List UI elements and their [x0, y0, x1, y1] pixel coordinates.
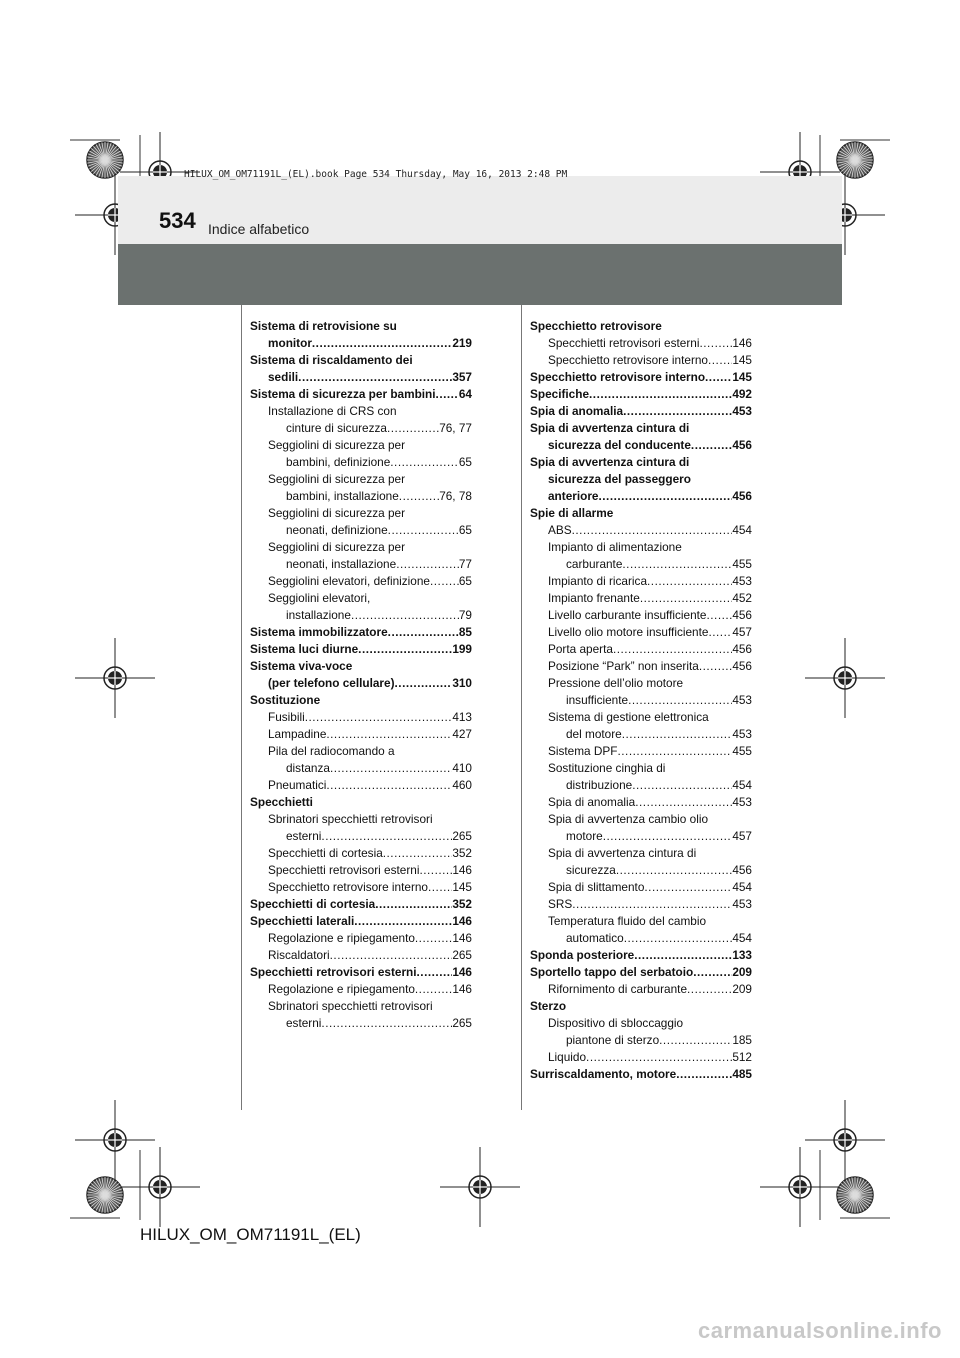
index-subentry	[250, 539, 472, 573]
page-reference: 76, 77	[439, 421, 472, 435]
dot-leader	[330, 760, 452, 777]
dot-leader	[390, 454, 459, 471]
entry-text: Spia di anomalia	[530, 404, 624, 418]
index-entry	[250, 896, 472, 913]
index-entry	[530, 454, 752, 505]
dot-leader	[419, 862, 452, 879]
index-subentry	[530, 590, 752, 607]
entry-text: sicurezza	[566, 863, 616, 877]
entry-text: Posizione “Park” non inserita	[548, 659, 699, 673]
dot-leader	[395, 675, 453, 692]
dot-leader	[388, 624, 459, 641]
entry-text: sedili	[268, 370, 299, 384]
dot-leader	[618, 743, 733, 760]
index-subentry	[250, 709, 472, 726]
dot-leader	[659, 1032, 732, 1049]
page-reference: 145	[732, 353, 752, 367]
entry-text: Spia di avvertenza cintura di	[530, 455, 690, 469]
page-reference: 352	[452, 897, 472, 911]
page-reference: 145	[452, 880, 472, 894]
entry-text: esterni	[286, 829, 322, 843]
dot-leader	[699, 658, 733, 675]
page-reference: 77	[458, 557, 472, 571]
dot-leader	[321, 828, 452, 845]
entry-text: del motore	[566, 727, 622, 741]
index-subentry	[530, 573, 752, 590]
header-gray-band	[118, 244, 842, 305]
index-subentry	[530, 760, 752, 794]
entry-text: esterni	[286, 1016, 322, 1030]
registration-crosshair-mark	[440, 1147, 520, 1227]
index-entry	[250, 913, 472, 930]
dot-leader	[647, 573, 732, 590]
file-info: HILUX_OM_OM71191L_(EL).book Page 534 Thursday, May 16, 2013 2:48 PM	[184, 169, 568, 180]
page-reference: 265	[452, 948, 472, 962]
index-subentry	[530, 352, 752, 369]
dot-leader	[634, 947, 732, 964]
page-reference: 456	[732, 438, 752, 452]
registration-starburst-mark	[837, 142, 873, 178]
entry-text: Specchietti retrovisori esterni	[268, 863, 420, 877]
entry-text: Spia di anomalia	[548, 795, 636, 809]
dot-leader	[375, 896, 452, 913]
index-subentry	[250, 998, 472, 1032]
page-reference: 146	[452, 982, 472, 996]
entry-text: Seggiolini di sicurezza per	[268, 472, 406, 486]
dot-leader	[415, 930, 452, 947]
dot-leader	[298, 369, 452, 386]
entry-text: Sistema DPF	[548, 744, 618, 758]
dot-leader	[640, 590, 733, 607]
page-reference: 410	[452, 761, 472, 775]
page-reference: 199	[452, 642, 472, 656]
index-subentry	[530, 675, 752, 709]
dot-leader	[632, 777, 732, 794]
dot-leader	[691, 437, 732, 454]
entry-text: SRS	[548, 897, 573, 911]
page-reference: 453	[732, 693, 752, 707]
index-entry	[530, 420, 752, 454]
index-subentry	[530, 794, 752, 811]
index-subentry	[530, 981, 752, 998]
index-entry	[250, 386, 472, 403]
entry-text: Sistema immobilizzatore	[250, 625, 388, 639]
page-reference: 453	[732, 574, 752, 588]
page-reference: 352	[452, 846, 472, 860]
dot-leader	[589, 386, 732, 403]
entry-text: Impianto di ricarica	[548, 574, 648, 588]
entry-text: Specchietto retrovisore interno	[268, 880, 428, 894]
dot-leader	[415, 981, 452, 998]
index-subentry	[250, 573, 472, 590]
entry-text: Sportello tappo del serbatoio	[530, 965, 694, 979]
entry-text: ABS	[548, 523, 572, 537]
dot-leader	[693, 964, 732, 981]
page-reference: 456	[732, 608, 752, 622]
dot-leader	[326, 777, 452, 794]
page-reference: 455	[732, 744, 752, 758]
dot-leader	[572, 522, 733, 539]
page-reference: 456	[732, 642, 752, 656]
page-reference: 146	[452, 914, 472, 928]
page-reference: 457	[732, 829, 752, 843]
entry-text: Sponda posteriore	[530, 948, 635, 962]
index-subentry	[530, 607, 752, 624]
index-subentry	[530, 845, 752, 879]
index-entry	[530, 318, 752, 335]
page-reference: 456	[732, 863, 752, 877]
dot-leader	[623, 403, 732, 420]
entry-text: Temperatura fluido del cambio	[548, 914, 707, 928]
index-subentry	[250, 403, 472, 437]
dot-leader	[616, 862, 732, 879]
index-entry	[250, 964, 472, 981]
dot-leader	[708, 624, 732, 641]
page-reference: 427	[452, 727, 472, 741]
index-subentry	[530, 1049, 752, 1066]
entry-text: Porta aperta	[548, 642, 613, 656]
index-subentry	[250, 743, 472, 777]
index-entry	[250, 794, 472, 811]
index-subentry	[250, 471, 472, 505]
page-reference: 65	[458, 523, 472, 537]
index-entry	[530, 403, 752, 420]
registration-starburst-mark	[87, 142, 123, 178]
entry-text: Specchietto retrovisore	[530, 319, 662, 333]
entry-text: Specchietti di cortesia	[268, 846, 383, 860]
dot-leader	[635, 794, 732, 811]
dot-leader	[326, 726, 452, 743]
page-reference: 85	[458, 625, 472, 639]
entry-text: Pila del radiocomando a	[268, 744, 395, 758]
entry-text: Sistema di riscaldamento dei	[250, 353, 413, 367]
dot-leader	[598, 488, 732, 505]
entry-text: bambini, definizione	[286, 455, 391, 469]
index-entry	[250, 318, 472, 352]
page-reference: 146	[732, 336, 752, 350]
page-reference: 265	[452, 829, 472, 843]
entry-text: Spia di avvertenza cambio olio	[548, 812, 709, 826]
entry-text: Surriscaldamento, motore	[530, 1067, 677, 1081]
page-reference: 454	[732, 880, 752, 894]
page-reference: 145	[732, 370, 752, 384]
page-reference: 453	[732, 404, 752, 418]
entry-text: Seggiolini di sicurezza per	[268, 540, 406, 554]
registration-crosshair-mark	[75, 638, 155, 718]
entry-text: Regolazione e ripiegamento	[268, 931, 415, 945]
entry-text: neonati, installazione	[286, 557, 397, 571]
page-reference: 452	[732, 591, 752, 605]
index-entry	[250, 658, 472, 692]
index-entry	[530, 386, 752, 403]
entry-text: Specchietti	[250, 795, 313, 809]
entry-text: Sistema di gestione elettronica	[548, 710, 709, 724]
entry-text: cinture di sicurezza	[286, 421, 387, 435]
index-subentry	[530, 896, 752, 913]
page-reference: 453	[732, 897, 752, 911]
dot-leader	[399, 488, 439, 505]
entry-text: Spia di avvertenza cintura di	[530, 421, 690, 435]
entry-text: sicurezza del passeggero	[548, 472, 691, 486]
entry-text: Specchietti retrovisori esterni	[250, 965, 417, 979]
entry-text: Specchietti retrovisori esterni	[548, 336, 700, 350]
entry-text: Spie di allarme	[530, 506, 614, 520]
page-reference: 485	[732, 1067, 752, 1081]
dot-leader	[622, 726, 733, 743]
entry-text: Seggiolini elevatori,	[268, 591, 371, 605]
dot-leader	[687, 981, 732, 998]
dot-leader	[428, 879, 452, 896]
entry-text: Fusibili	[268, 710, 305, 724]
page-reference: 453	[732, 727, 752, 741]
index-subentry	[250, 930, 472, 947]
entry-text: Specchietto retrovisore interno	[548, 353, 708, 367]
dot-leader	[603, 828, 733, 845]
page-number: 534	[159, 208, 196, 233]
page-reference: 65	[458, 455, 472, 469]
page-reference: 209	[732, 965, 752, 979]
dot-leader	[628, 692, 732, 709]
index-subentry	[250, 879, 472, 896]
entry-text: installazione	[286, 608, 351, 622]
entry-text: Spia di avvertenza cintura di	[548, 846, 697, 860]
dot-leader	[706, 607, 732, 624]
index-subentry	[530, 658, 752, 675]
index-subentry	[250, 811, 472, 845]
entry-text: (per telefono cellulare)	[268, 676, 395, 690]
index-subentry	[530, 335, 752, 352]
page-reference: 455	[732, 557, 752, 571]
index-subentry	[250, 437, 472, 471]
page-reference: 265	[452, 1016, 472, 1030]
entry-text: Liquido	[548, 1050, 587, 1064]
dot-leader	[705, 369, 732, 386]
entry-text: automatico	[566, 931, 624, 945]
dot-leader	[330, 947, 453, 964]
dot-leader	[436, 386, 459, 403]
footer-code: HILUX_OM_OM71191L_(EL)	[140, 1225, 361, 1244]
entry-text: Lampadine	[268, 727, 327, 741]
page-reference: 146	[452, 965, 472, 979]
registration-crosshair-mark	[120, 1147, 200, 1227]
page-reference: 64	[458, 387, 472, 401]
entry-text: anteriore	[548, 489, 599, 503]
page-reference: 456	[732, 659, 752, 673]
index-entry	[530, 1066, 752, 1083]
entry-text: Specifiche	[530, 387, 590, 401]
page-reference: 219	[452, 336, 472, 350]
entry-text: Sistema luci diurne	[250, 642, 359, 656]
registration-crosshair-mark	[805, 638, 885, 718]
page-reference: 146	[452, 863, 472, 877]
entry-text: Seggiolini di sicurezza per	[268, 506, 406, 520]
page-reference: 454	[732, 931, 752, 945]
index-subentry	[250, 862, 472, 879]
entry-text: Riscaldatori	[268, 948, 330, 962]
dot-leader	[699, 335, 732, 352]
index-entry	[250, 352, 472, 386]
center-column-rule	[521, 305, 522, 1110]
page-reference: 185	[732, 1033, 752, 1047]
entry-text: carburante	[566, 557, 623, 571]
entry-text: Livello olio motore insufficiente	[548, 625, 709, 639]
index-subentry	[530, 913, 752, 947]
page-reference: 133	[732, 948, 752, 962]
page-reference: 79	[458, 608, 472, 622]
registration-starburst-mark	[837, 1177, 873, 1213]
index-entry	[250, 624, 472, 641]
page-reference: 453	[732, 795, 752, 809]
entry-text: Sistema di retrovisione su	[250, 319, 397, 333]
entry-text: Specchietto retrovisore interno	[530, 370, 706, 384]
entry-text: Impianto frenante	[548, 591, 640, 605]
page-reference: 492	[732, 387, 752, 401]
entry-text: Installazione di CRS con	[268, 404, 397, 418]
page-reference: 454	[732, 523, 752, 537]
dot-leader	[383, 845, 453, 862]
index-subentry	[250, 590, 472, 624]
entry-text: Rifornimento di carburante	[548, 982, 688, 996]
index-subentry	[530, 1015, 752, 1049]
entry-text: Sbrinatori specchietti retrovisori	[268, 999, 433, 1013]
page-reference: 209	[732, 982, 752, 996]
index-subentry	[250, 845, 472, 862]
registration-starburst-mark	[87, 1177, 123, 1213]
dot-leader	[387, 420, 439, 437]
entry-text: piantone di sterzo	[566, 1033, 660, 1047]
entry-text: Sistema di sicurezza per bambini	[250, 387, 436, 401]
page-reference: 460	[452, 778, 472, 792]
page-reference: 310	[452, 676, 472, 690]
index-subentry	[530, 879, 752, 896]
dot-leader	[622, 556, 732, 573]
dot-leader	[351, 607, 459, 624]
page-reference: 456	[732, 489, 752, 503]
dot-leader	[354, 913, 452, 930]
dot-leader	[430, 573, 459, 590]
page-reference: 457	[732, 625, 752, 639]
dot-leader	[708, 352, 732, 369]
entry-text: Pneumatici	[268, 778, 327, 792]
entry-text: Specchietti di cortesia	[250, 897, 376, 911]
page-reference: 512	[732, 1050, 752, 1064]
index-subentry	[250, 947, 472, 964]
entry-text: Sostituzione cinghia di	[548, 761, 666, 775]
dot-leader	[312, 335, 452, 352]
page-reference: 454	[732, 778, 752, 792]
entry-text: distanza	[286, 761, 330, 775]
dot-leader	[644, 879, 732, 896]
entry-text: Sistema viva-voce	[250, 659, 353, 673]
dot-leader	[613, 641, 732, 658]
registration-crosshair-mark	[805, 1100, 885, 1180]
page-reference: 413	[452, 710, 472, 724]
entry-text: Spia di slittamento	[548, 880, 645, 894]
index-subentry	[250, 981, 472, 998]
page-reference: 76, 78	[439, 489, 472, 503]
entry-text: Regolazione e ripiegamento	[268, 982, 415, 996]
entry-text: Pressione dell’olio motore	[548, 676, 684, 690]
entry-text: monitor	[268, 336, 312, 350]
entry-text: Sostituzione	[250, 693, 321, 707]
index-subentry	[530, 641, 752, 658]
dot-leader	[624, 930, 733, 947]
index-column-left	[250, 318, 472, 1032]
entry-text: neonati, definizione	[286, 523, 388, 537]
entry-text: Seggiolini elevatori, definizione	[268, 574, 430, 588]
index-entry	[250, 641, 472, 658]
entry-text: Livello carburante insufficiente	[548, 608, 707, 622]
index-subentry	[530, 709, 752, 743]
dot-leader	[305, 709, 453, 726]
dot-leader	[586, 1049, 732, 1066]
entry-text: Dispositivo di sbloccaggio	[548, 1016, 684, 1030]
index-entry	[530, 964, 752, 981]
watermark: carmanualsonline.info	[698, 1318, 942, 1343]
dot-leader	[676, 1066, 732, 1083]
entry-text: Specchietti laterali	[250, 914, 355, 928]
dot-leader	[396, 556, 459, 573]
index-subentry	[250, 505, 472, 539]
entry-text: motore	[566, 829, 603, 843]
entry-text: Seggiolini di sicurezza per	[268, 438, 406, 452]
index-subentry	[530, 811, 752, 845]
left-column-rule	[241, 305, 242, 1110]
index-entry	[250, 692, 472, 709]
index-column-right	[530, 318, 752, 1083]
entry-text: Impianto di alimentazione	[548, 540, 682, 554]
registration-crosshair-mark	[75, 1100, 155, 1180]
dot-leader	[417, 964, 453, 981]
entry-text: distribuzione	[566, 778, 633, 792]
page-reference: 357	[452, 370, 472, 384]
dot-leader	[388, 522, 459, 539]
entry-text: Sterzo	[530, 999, 567, 1013]
entry-text: sicurezza del conducente	[548, 438, 691, 452]
section-title: Indice alfabetico	[208, 221, 310, 237]
page-reference: 65	[458, 574, 472, 588]
index-entry	[530, 947, 752, 964]
index-entry	[530, 505, 752, 522]
index-entry	[530, 369, 752, 386]
index-subentry	[530, 624, 752, 641]
entry-text: insufficiente	[566, 693, 629, 707]
index-subentry	[530, 539, 752, 573]
index-subentry	[250, 726, 472, 743]
index-subentry	[530, 522, 752, 539]
registration-crosshair-mark	[760, 1147, 840, 1227]
index-subentry	[250, 777, 472, 794]
entry-text: Sbrinatori specchietti retrovisori	[268, 812, 433, 826]
page-reference: 146	[452, 931, 472, 945]
dot-leader	[358, 641, 452, 658]
index-subentry	[530, 743, 752, 760]
index-entry	[530, 998, 752, 1015]
dot-leader	[572, 896, 732, 913]
entry-text: bambini, installazione	[286, 489, 399, 503]
dot-leader	[321, 1015, 452, 1032]
